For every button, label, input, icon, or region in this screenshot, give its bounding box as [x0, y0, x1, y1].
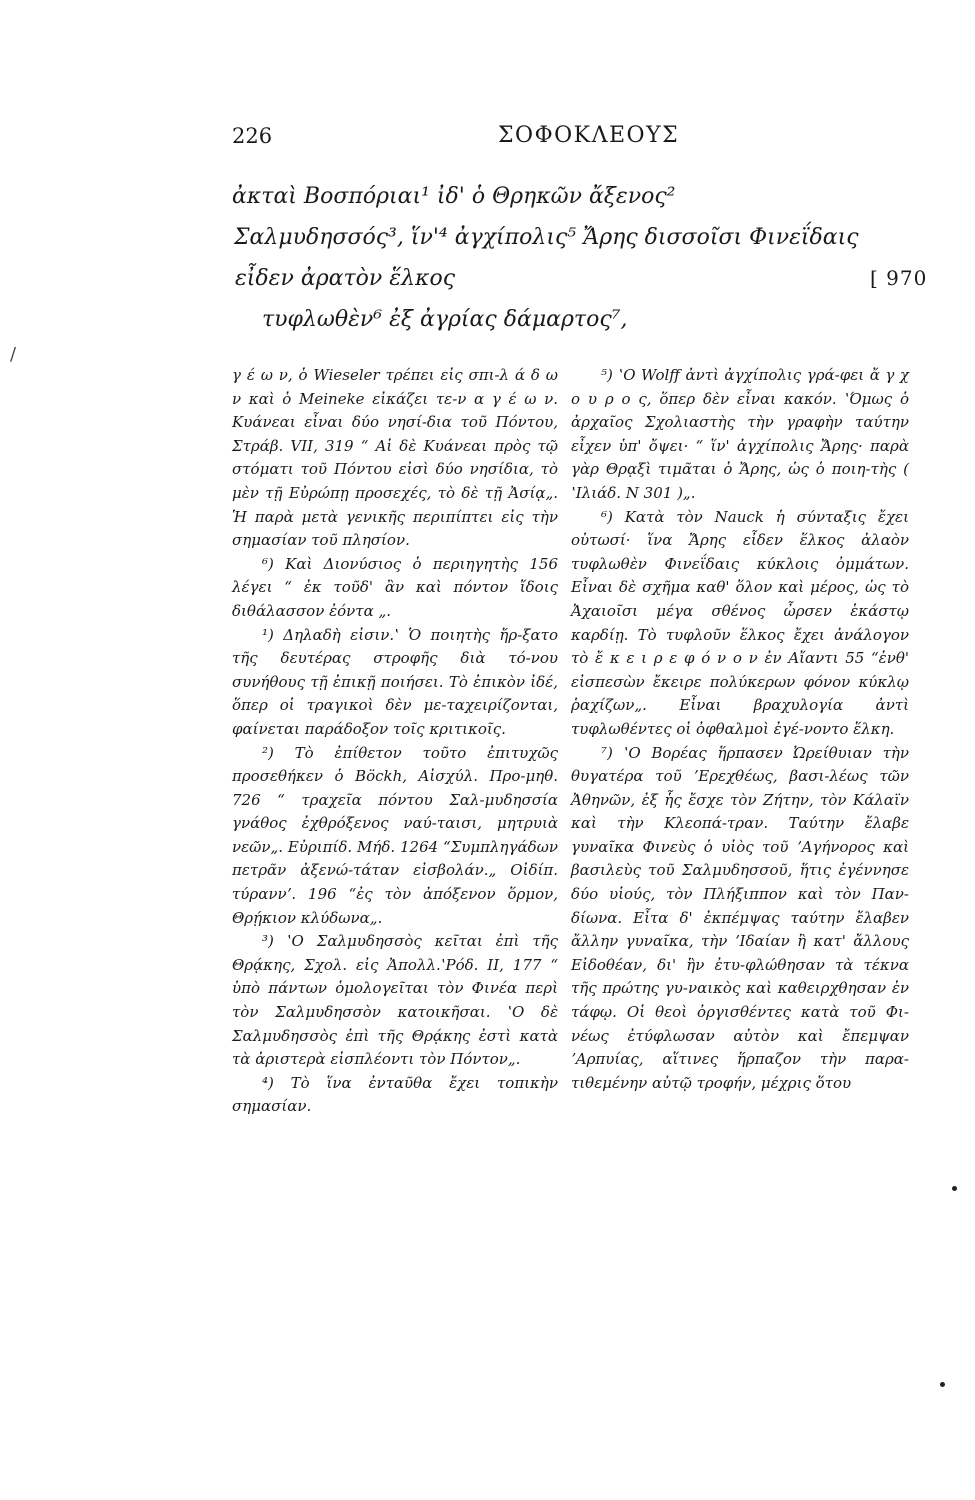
note-paragraph: ¹) Δηλαδὴ εἰσιν.ʽ Ὁ ποιητὴς ἤρ-ξατο τῆς δευτέρας στροφῆς διὰ τό-νου συνήθους τῇ ἐπικῇ ποιήσει. Τὸ ἐπικὸν ἰδέ, ὅπερ οἱ τραγικοὶ δὲν με-ταχειρίζονται, φαίνεται παράδοξον τοῖς κριτικοῖς. — [232, 625, 558, 738]
note-paragraph: ⁶) Κατὰ τὸν Nauck ἡ σύνταξις ἔχει οὑτωσί· ἵνα Ἄρης εἶδεν ἕλκος ἀλαὸν τυφλωθὲν Φινεΐδαις κύκλοις ὀμμάτων. Εἶναι δὲ σχῆμα καθ' ὅλον καὶ μέρος, ὡς τὸ Ἀχαιοῖσι μέγα σθένος ὦρσεν ἑκάστῳ καρδίῃ. Τὸ τυφλοῦν ἕλκος ἔχει ἀνάλογον τὸ ἔ κ ε ι ρ ε φ ό ν ο ν ἐν Αἴαντι 55 “ἐνθ' εἰσπεσὼν ἔκειρε πολύκερων φόνον κύκλῳ ῥαχίζων„. Εἶναι βραχυλογία ἀντὶ τυφλωθέντες οἱ ὀφθαλμοὶ ἐγέ-νοντο ἕλκη. — [571, 507, 909, 738]
note-paragraph: ⁶) Καὶ Διονύσιος ὁ περιηγητὴς 156 λέγει “ ἐκ τοῦδ' ἂν καὶ πόντον ἴδοις διθάλασσον ἐόντα „. — [232, 554, 558, 620]
verse-line-text: εἶδεν ἀρατὸν ἕλκος — [235, 266, 456, 291]
edge-dot — [952, 1186, 957, 1191]
note-paragraph: ²) Τὸ ἐπίθετον τοῦτο ἐπιτυχῶς προσεθήκεν ὁ Böckh, Αἰσχύλ. Προ-μηθ. 726 “ τραχεῖα πόντου Σαλ-μυδησσία γνάθος ἐχθρόξενος ναύ-ταισι, μητρυιὰ νεῶν„. Εὐριπίδ. Μήδ. 1264 “Συμπληγάδων πετρᾶν ἀξενώ-τάταν εἰσβολάν.„ Οἰδίπ. τύραννʼ. 196 “ἐς τὸν ἀπόξενον ὅρμον, Θρῄκιον κλύδωνα„. — [232, 743, 558, 927]
verse-line — [232, 258, 962, 299]
verse-line: τυφλωθὲν⁶ ἐξ ἀγρίας δάμαρτος⁷, — [262, 307, 628, 332]
edge-dot — [940, 1382, 945, 1387]
notes-right-column — [571, 364, 909, 1095]
note-paragraph: ³) ʽΟ Σαλμυδησσὸς κεῖται ἐπὶ τῆς Θρᾴκης, Σχολ. εἰς Ἀπολλ.ʽΡόδ. II, 177 “ ὑπὸ πάντων ὁμολογεῖται τὸν Φινέα περὶ τὸν Σαλμυδησσὸν κατοικῆσαι. ʽΟ δὲ Σαλμυδησσὸς ἐπὶ τῆς Θρᾴκης ἐστὶ κατὰ τὰ ἀριστερὰ εἰσπλέοντι τὸν Πόντον„. — [232, 932, 558, 1069]
note-paragraph: ⁵) ʽΟ Wolff ἀντὶ ἀγχίπολις γρά-φει ἄ γ χ ο υ ρ ο ς, ὅπερ δὲν εἶναι κακόν. ʽΌμως ὁ ἀρχαῖος Σχολιαστὴς τὴν γραφὴν ταύτην εἶχεν ὑπ' ὄψει· “ ἵν' ἀγχίπολις Ἄρης· παρὰ γὰρ Θρᾳξὶ τιμᾶται ὁ Ἄρης, ὡς ὁ ποιη-τὴς ( ʽΙλιάδ. Ν 301 )„. — [571, 366, 909, 502]
line-number: [ 970 — [870, 266, 928, 290]
margin-tick: / — [10, 344, 17, 365]
page-number: 226 — [232, 124, 273, 148]
verse-line: Σαλμυδησσός³, ἵν'⁴ ἀγχίπολις⁵ Ἄρης δισσοῖσι Φινεΐδαις — [234, 225, 859, 250]
verse-block — [232, 176, 962, 340]
note-paragraph: γ έ ω ν, ὁ Wieseler τρέπει εἰς σπι-λ ά δ ω ν καὶ ὁ Meineke εἰκάζει τε-ν α γ έ ω ν. Κυάνεαι εἶναι δύο νησί-δια τοῦ Πόντου, Στράβ. VII, 319 “ Αἱ δὲ Κυάνεαι πρὸς τῷ στόματι τοῦ Πόντου εἰσὶ δύο νησίδια, τὸ μὲν τῇ Εὐρώπῃ προσεχές, τὸ δὲ τῇ Ἀσίᾳ„. Ἡ παρὰ μετὰ γενικῆς περιπίπτει εἰς τὴν σημασίαν τοῦ πλησίον. — [232, 366, 558, 550]
running-head: ΣΟΦΟΚΛΕΟΥΣ — [498, 123, 680, 148]
note-paragraph: ⁴) Τὸ ἵνα ἐνταῦθα ἔχει τοπικὴν σημασίαν. — [232, 1073, 558, 1116]
verse-line: ἀκταὶ Βοσπόριαι¹ ἰδ' ὁ Θρηκῶν ἄξενος² — [232, 184, 676, 209]
notes-left-column — [232, 364, 558, 1119]
note-paragraph: ⁷) ʽΟ Βορέας ἥρπασεν Ὠρείθυιαν τὴν θυγατέρα τοῦ ʼΕρεχθέως, βασι-λέως τῶν Ἀθηνῶν, ἐξ ἧς ἔσχε τὸν Ζήτην, τὸν Κάλαϊν καὶ τὴν Κλεοπά-τραν. Ταύτην ἔλαβε γυναῖκα Φινεὺς ὁ υἱὸς τοῦ ʼΑγήνορος καὶ βασιλεὺς τοῦ Σαλμυδησσοῦ, ἥτις ἐγέννησε δύο υἱούς, τὸν Πλήξιππον καὶ τὸν Παν-δίωνα. Εἶτα δ' ἐκπέμψας ταύτην ἔλαβεν ἄλλην γυναῖκα, τὴν ʼΙδαίαν ἢ κατ' ἄλλους Εἰδοθέαν, δι' ἣν ἐτυ-φλώθησαν τὰ τέκνα τῆς πρώτης γυ-ναικὸς καὶ καθειρχθησαν ἐν τάφῳ. Οἱ θεοὶ ὀργισθέντες κατὰ τοῦ Φι-νέως ἐτύφλωσαν αὐτὸν καὶ ἔπεμψαν ʼΑρπυίας, αἵτινες ἥρπαζον τὴν παρα-τιθεμένην αὐτῷ τροφήν, μέχρις ὅτου — [571, 743, 909, 1092]
